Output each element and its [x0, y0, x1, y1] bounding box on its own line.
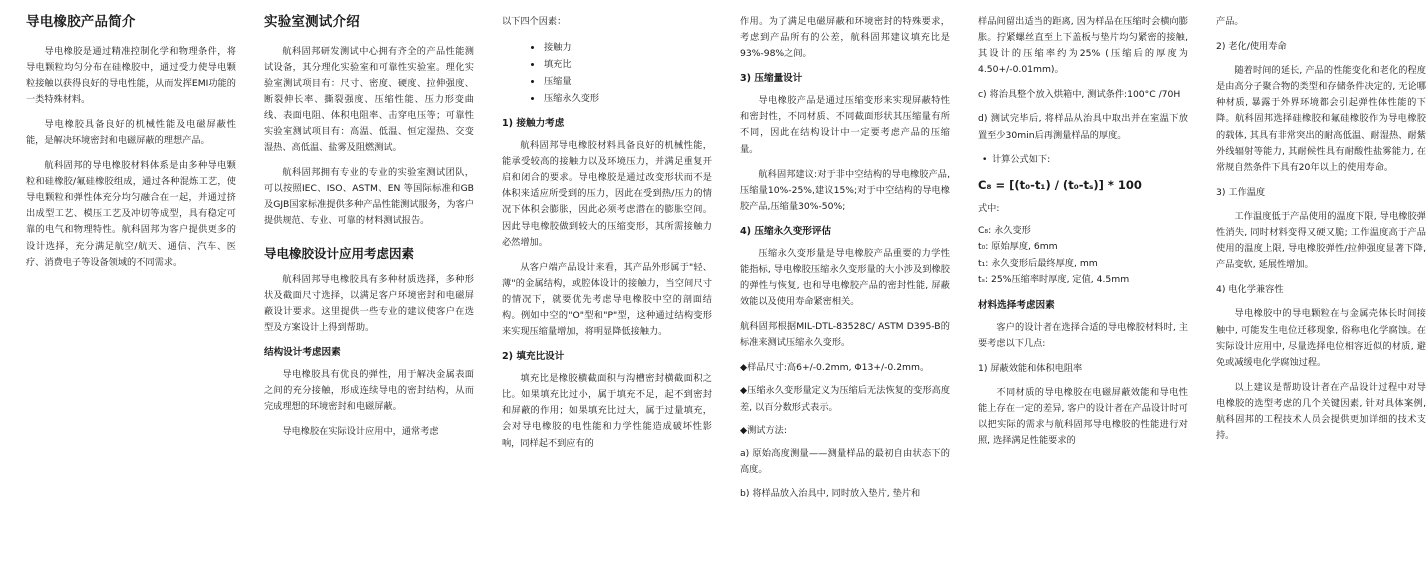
para-product-intro-2: 导电橡胶具备良好的机械性能及电磁屏蔽性能，是解决环境密封和电磁屏蔽的理想产品。 [26, 118, 236, 147]
heading-compression-design: 3) 压缩量设计 [740, 73, 803, 85]
para-material-item-1: 1) 屏蔽效能和体积电阻率 [978, 363, 1083, 375]
para-material-item-2: 2) 老化/使用寿命 [1216, 41, 1287, 53]
para-compression-2: 航科固邦建议:对于非中空结构的导电橡胶产品,压缩量10%-25%,建议15%;对于中空结构的导电橡胶产品,压缩量30%-50%; [740, 168, 950, 212]
para-material-item-4: 4) 电化学兼容性 [1216, 284, 1284, 296]
heading-material-factors: 材料选择考虑因素 [978, 299, 1055, 311]
para-formula-where: 式中: [978, 202, 1000, 214]
list-item: 压缩永久变形 [544, 90, 712, 107]
para-test-step-a: a) 原始高度测量——测量样品的最初自由状态下的高度。 [740, 447, 950, 475]
heading-contact-force: 1) 接触力考虑 [502, 118, 565, 130]
column-4 [726, 14, 964, 564]
column-5 [964, 14, 1202, 564]
para-product-intro-1: 导电橡胶是通过精准控制化学和物理条件，将导电颗粒均匀分布在硅橡胶中，通过受力使导电颗粒接触以获得良好的导电性能，从而发挥EMI功能的一类特殊材料。 [26, 45, 236, 105]
para-lab-1: 航科固邦研发测试中心拥有齐全的产品性能测试设备，其分理化实验室和可靠性实验室。理化实验室测试项目有：尺寸、密度、硬度、拉伸强度、断裂伸长率、撕裂强度、压缩性能、压力形变曲线、表面电阻、体积电阻率、击穿电压等；可靠性实验室测试项目有：高温、低温、恒定湿热、交变湿热、高低温、盐雾及阻燃测试。 [264, 45, 474, 154]
para-cset-standard: 航科固邦根据MIL-DTL-83528C/ ASTM D395-B的标准来测试压缩永久变形。 [740, 321, 950, 349]
para-lab-2: 航科固邦拥有专业的专业的实验室测试团队，可以按照IEC、ISO、ASTM、EN 等国际标准和GB及GJB国家标准提供多种产品性能测试服务，为客户提供规范、专业、可靠的材料测试报告。 [264, 167, 474, 227]
para-design-1: 航科固邦导电橡胶具有多种材质选择，多种形状及截面尺寸选择，以满足客户环境密封和电磁屏蔽设计要求。这里提供一些专业的建议使客户在选型及方案设计上得到帮助。 [264, 273, 474, 334]
para-sample-size: ◆样品尺寸:高6+/-0.2mm, Φ13+/-0.2mm。 [740, 362, 930, 374]
column-6 [1202, 14, 1428, 564]
definition-item: t₁: 永久变形后最终厚度, mm [978, 257, 1098, 269]
formula-compression-set: C₈ = [(t₀-t₁) / (t₀-tₛ)] * 100 [978, 178, 1142, 193]
para-material-4-detail: 导电橡胶中的导电颗粒在与金属壳体长时间接触中, 可能发生电位迁移现象, 俗称电化学腐蚀。在实际设计应用中, 尽量选择电位相容近似的材质, 避免或减缓电化学腐蚀过程。 [1216, 308, 1426, 368]
heading-fill-ratio: 2) 填充比设计 [502, 351, 565, 363]
para-test-step-b: b) 将样品放入治具中, 同时放入垫片, 垫片和 [740, 487, 921, 499]
list-item: 压缩量 [544, 73, 712, 90]
para-cset-1: 压缩永久变形量是导电橡胶产品重要的力学性能指标, 导电橡胶压缩永久变形量的大小涉及到橡胶的弹性与恢复, 也和导电橡胶产品的密封性能, 屏蔽效能以及使用寿命紧密相关。 [740, 247, 950, 308]
column-3 [488, 14, 726, 564]
para-test-method: ◆测试方法: [740, 424, 787, 436]
para-material-1: 客户的设计者在选择合适的导电橡胶材料时, 主要考虑以下几点: [978, 321, 1188, 349]
para-material-item-3: 3) 工作温度 [1216, 186, 1266, 198]
column-1 [12, 14, 250, 564]
formula-definitions [978, 223, 1188, 289]
para-test-step-c: c) 将治具整个放入烘箱中, 测试条件:100°C /70H [978, 89, 1181, 101]
para-compression-1: 导电橡胶产品是通过压缩变形来实现屏蔽特性和密封性，不同材质、不同截面形状其压缩量有所不同，因此在结构设计中一定要考虑产品的压缩量。 [740, 95, 950, 155]
para-contact-2: 从客户端产品设计来看，其产品外形属于"轻、薄"的金属结构，或腔体设计的接触力，当空间尺寸的情况下，就要优先考虑导电橡胶中空的剖面结构。例如中空的"O"型和"P"型，这种通过结构变形来实现压缩量增加，将明显降低接触力。 [502, 261, 712, 338]
para-formula-label [978, 152, 1188, 169]
definition-item: C₈: 永久变形 [978, 224, 1031, 236]
para-fill-continued: 作用。为了满足电磁屏蔽和环境密封的特殊要求，考虑到产品所有的公差，航科固邦建议填充比是93%-98%之间。 [740, 16, 950, 60]
para-material-1-detail: 不同材质的导电橡胶在电磁屏蔽效能和导电性能上存在一定的差异, 客户的设计者在产品设计时可以把实际的需求与航科固邦导电橡胶的性能进行对照, 选择满足性能要求的 [978, 387, 1188, 447]
list-item: • 计算公式如下: [992, 152, 1188, 169]
para-structural-2: 导电橡胶在实际设计应用中，通常考虑 [282, 426, 439, 438]
para-material-1-cont: 产品。 [1216, 16, 1244, 27]
para-test-step-d: d) 测试完毕后, 将样品从治具中取出并在室温下放置至少30min后再测量样品的厚度。 [978, 113, 1188, 141]
list-four-factors [502, 39, 712, 107]
para-fill-1: 填充比是橡胶横截面积与沟槽密封横截面积之比。如果填充比过小，属于填充不足，起不到密封和屏蔽的作用；如果填充比过大，属于过量填充，会对导电橡胶的电性能和力学性能造成破坏性影响，同样起不到应有的 [502, 373, 712, 449]
list-item: 接触力 [544, 39, 712, 56]
para-material-closing: 以上建议是帮助设计者在产品设计过程中对导电橡胶的选型考虑的几个关键因素, 针对具体案例, 航科固邦的工程技术人员会提供更加详细的技术支持。 [1216, 381, 1426, 442]
para-cset-definition: ◆压缩永久变形量定义为压缩后无法恢复的变形高度差, 以百分数形式表示。 [740, 385, 950, 413]
heading-lab-test-intro: 实验室测试介绍 [264, 14, 360, 30]
heading-product-intro: 导电橡胶产品简介 [26, 14, 136, 30]
definition-item: t₀: 原始厚度, 6mm [978, 241, 1058, 253]
para-contact-1: 航科固邦导电橡胶材料具备良好的机械性能，能承受较高的接触力以及环境压力，并满足重复开启和闭合的要求。导电橡胶是通过改变形状而不是体积来适应所受到的压力，因此在受到热/压力的情况下体积会膨胀，因此必须考虑潜在的膨胀空间。因此导电橡胶做到较大的压缩变形，其所需接触力必然增加。 [502, 140, 712, 248]
definition-item: tₛ: 25%压缩率时厚度, 定值, 4.5mm [978, 274, 1130, 286]
para-material-2-detail: 随着时间的延长, 产品的性能变化和老化的程度是由高分子聚合物的类型和存储条件决定的, 无论哪种材质, 暴露于外界环境都会引起弹性体性能的下降。航科固邦选择硅橡胶和氟硅橡胶作为导电橡胶的载体, 其具有非常突出的耐高低温、耐湿热、耐紫外线辐射等能力, 其耐候性具有耐酸性盐雾能力, 在常规自然条件下具有20年以上的使用寿命。 [1216, 65, 1426, 173]
column-2 [250, 14, 488, 564]
list-item: 填充比 [544, 56, 712, 73]
heading-compression-set: 4) 压缩永久变形评估 [740, 225, 832, 237]
para-four-factors-lead: 以下四个因素： [502, 16, 567, 27]
heading-design-factors: 导电橡胶设计应用考虑因素 [264, 245, 415, 261]
heading-structural-factors: 结构设计考虑因素 [264, 347, 341, 359]
para-structural-1: 导电橡胶具有优良的弹性，用于解决金属表面之间的充分接触，形成连续导电的密封结构，从而完成理想的环境密封和电磁屏蔽。 [264, 369, 474, 413]
para-test-step-b-cont: 样品间留出适当的距离, 因为样品在压缩时会横向膨胀。拧紧螺丝直至上下盖板与垫片均匀紧密的接触, 其设计的压缩率约为25% (压缩后的厚度为4.50+/-0.01mm)。 [978, 16, 1188, 76]
para-material-3-detail: 工作温度低于产品使用的温度下限, 导电橡胶弹性消失, 同时材料变得又硬又脆; 工作温度高于产品使用的温度上限, 导电橡胶弹性/拉伸强度显著下降, 产品变软, 延展性增加。 [1216, 210, 1426, 271]
para-product-intro-3: 航科固邦的导电橡胶材料体系是由多种导电颗粒和硅橡胶/氟硅橡胶组成，通过各种混炼工艺，使导电颗粒和弹性体充分均匀融合在一起，并通过挤出成型工艺、模压工艺及冲切等成型，具有稳定可靠的电气和物理特性。航科固邦为客户提供更多的设计选择，充分满足航空/航天、通信、汽车、医疗、消费电子等设备领域的不同需求。 [26, 160, 236, 268]
